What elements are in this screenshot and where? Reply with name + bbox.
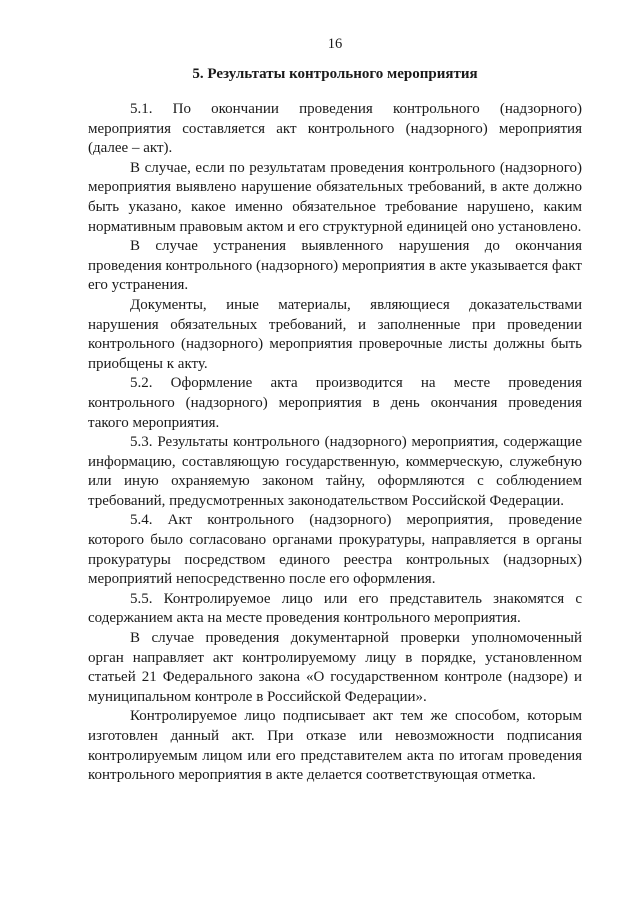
paragraph-5-4: 5.4. Акт контрольного (надзорного) мероприятия, проведение которого было согласовано органами прокуратуры, направляется в органы прокуратуры посредством единого реестра контрольных (надзорных) мероприятий непосредственно после его оформления. [88, 512, 582, 588]
paragraph-violation-fixed: В случае устранения выявленного нарушения до окончания проведения контрольного (надзорного) мероприятия в акте указывается факт его устранения. [88, 238, 582, 294]
paragraph-documentary-check: В случае проведения документарной проверки уполномоченный орган направляет акт контролируемому лицу в порядке, установленном статьей 21 Федерального закона «О государственном контроле (надзоре) и муниципальном контроле в Российской Федерации». [88, 630, 582, 705]
section-title: 5. Результаты контрольного мероприятия [192, 66, 478, 82]
document-page [88, 35, 582, 786]
paragraph-signing: Контролируемое лицо подписывает акт тем же способом, которым изготовлен данный акт. При отказе или невозможности подписания контролируемым лицом или его представителем акта по итогам проведения контрольного мероприятия в акте делается соответствующая отметка. [88, 708, 582, 784]
page-number: 16 [327, 36, 343, 52]
paragraph-documents-attached: Документы, иные материалы, являющиеся доказательствами нарушения обязательных требований, и заполненные при проведении контрольного (надзорного) мероприятия проверочные листы должны быть приобщены к акту. [88, 296, 582, 372]
paragraph-5-5: 5.5. Контролируемое лицо или его представитель знакомятся с содержанием акта на месте проведения контрольного мероприятия. [88, 590, 582, 627]
paragraph-5-2: 5.2. Оформление акта производится на месте проведения контрольного (надзорного) мероприятия в день окончания проведения такого мероприятия. [88, 375, 582, 431]
paragraph-violation-found: В случае, если по результатам проведения контрольного (надзорного) мероприятия выявлено нарушение обязательных требований, в акте должно быть указано, какое именно обязательное требование нарушено, каким нормативным правовым актом и его структурной единицей оно установлено. [88, 159, 582, 235]
paragraph-5-1: 5.1. По окончании проведения контрольного (надзорного) мероприятия составляется акт контрольного (надзорного) мероприятия (далее – акт). [88, 101, 582, 157]
paragraph-5-3: 5.3. Результаты контрольного (надзорного) мероприятия, содержащие информацию, составляющую государственную, коммерческую, служебную или иную охраняемую законом тайну, оформляются с соблюдением требований, предусмотренных законодательством Российской Федерации. [88, 434, 582, 509]
